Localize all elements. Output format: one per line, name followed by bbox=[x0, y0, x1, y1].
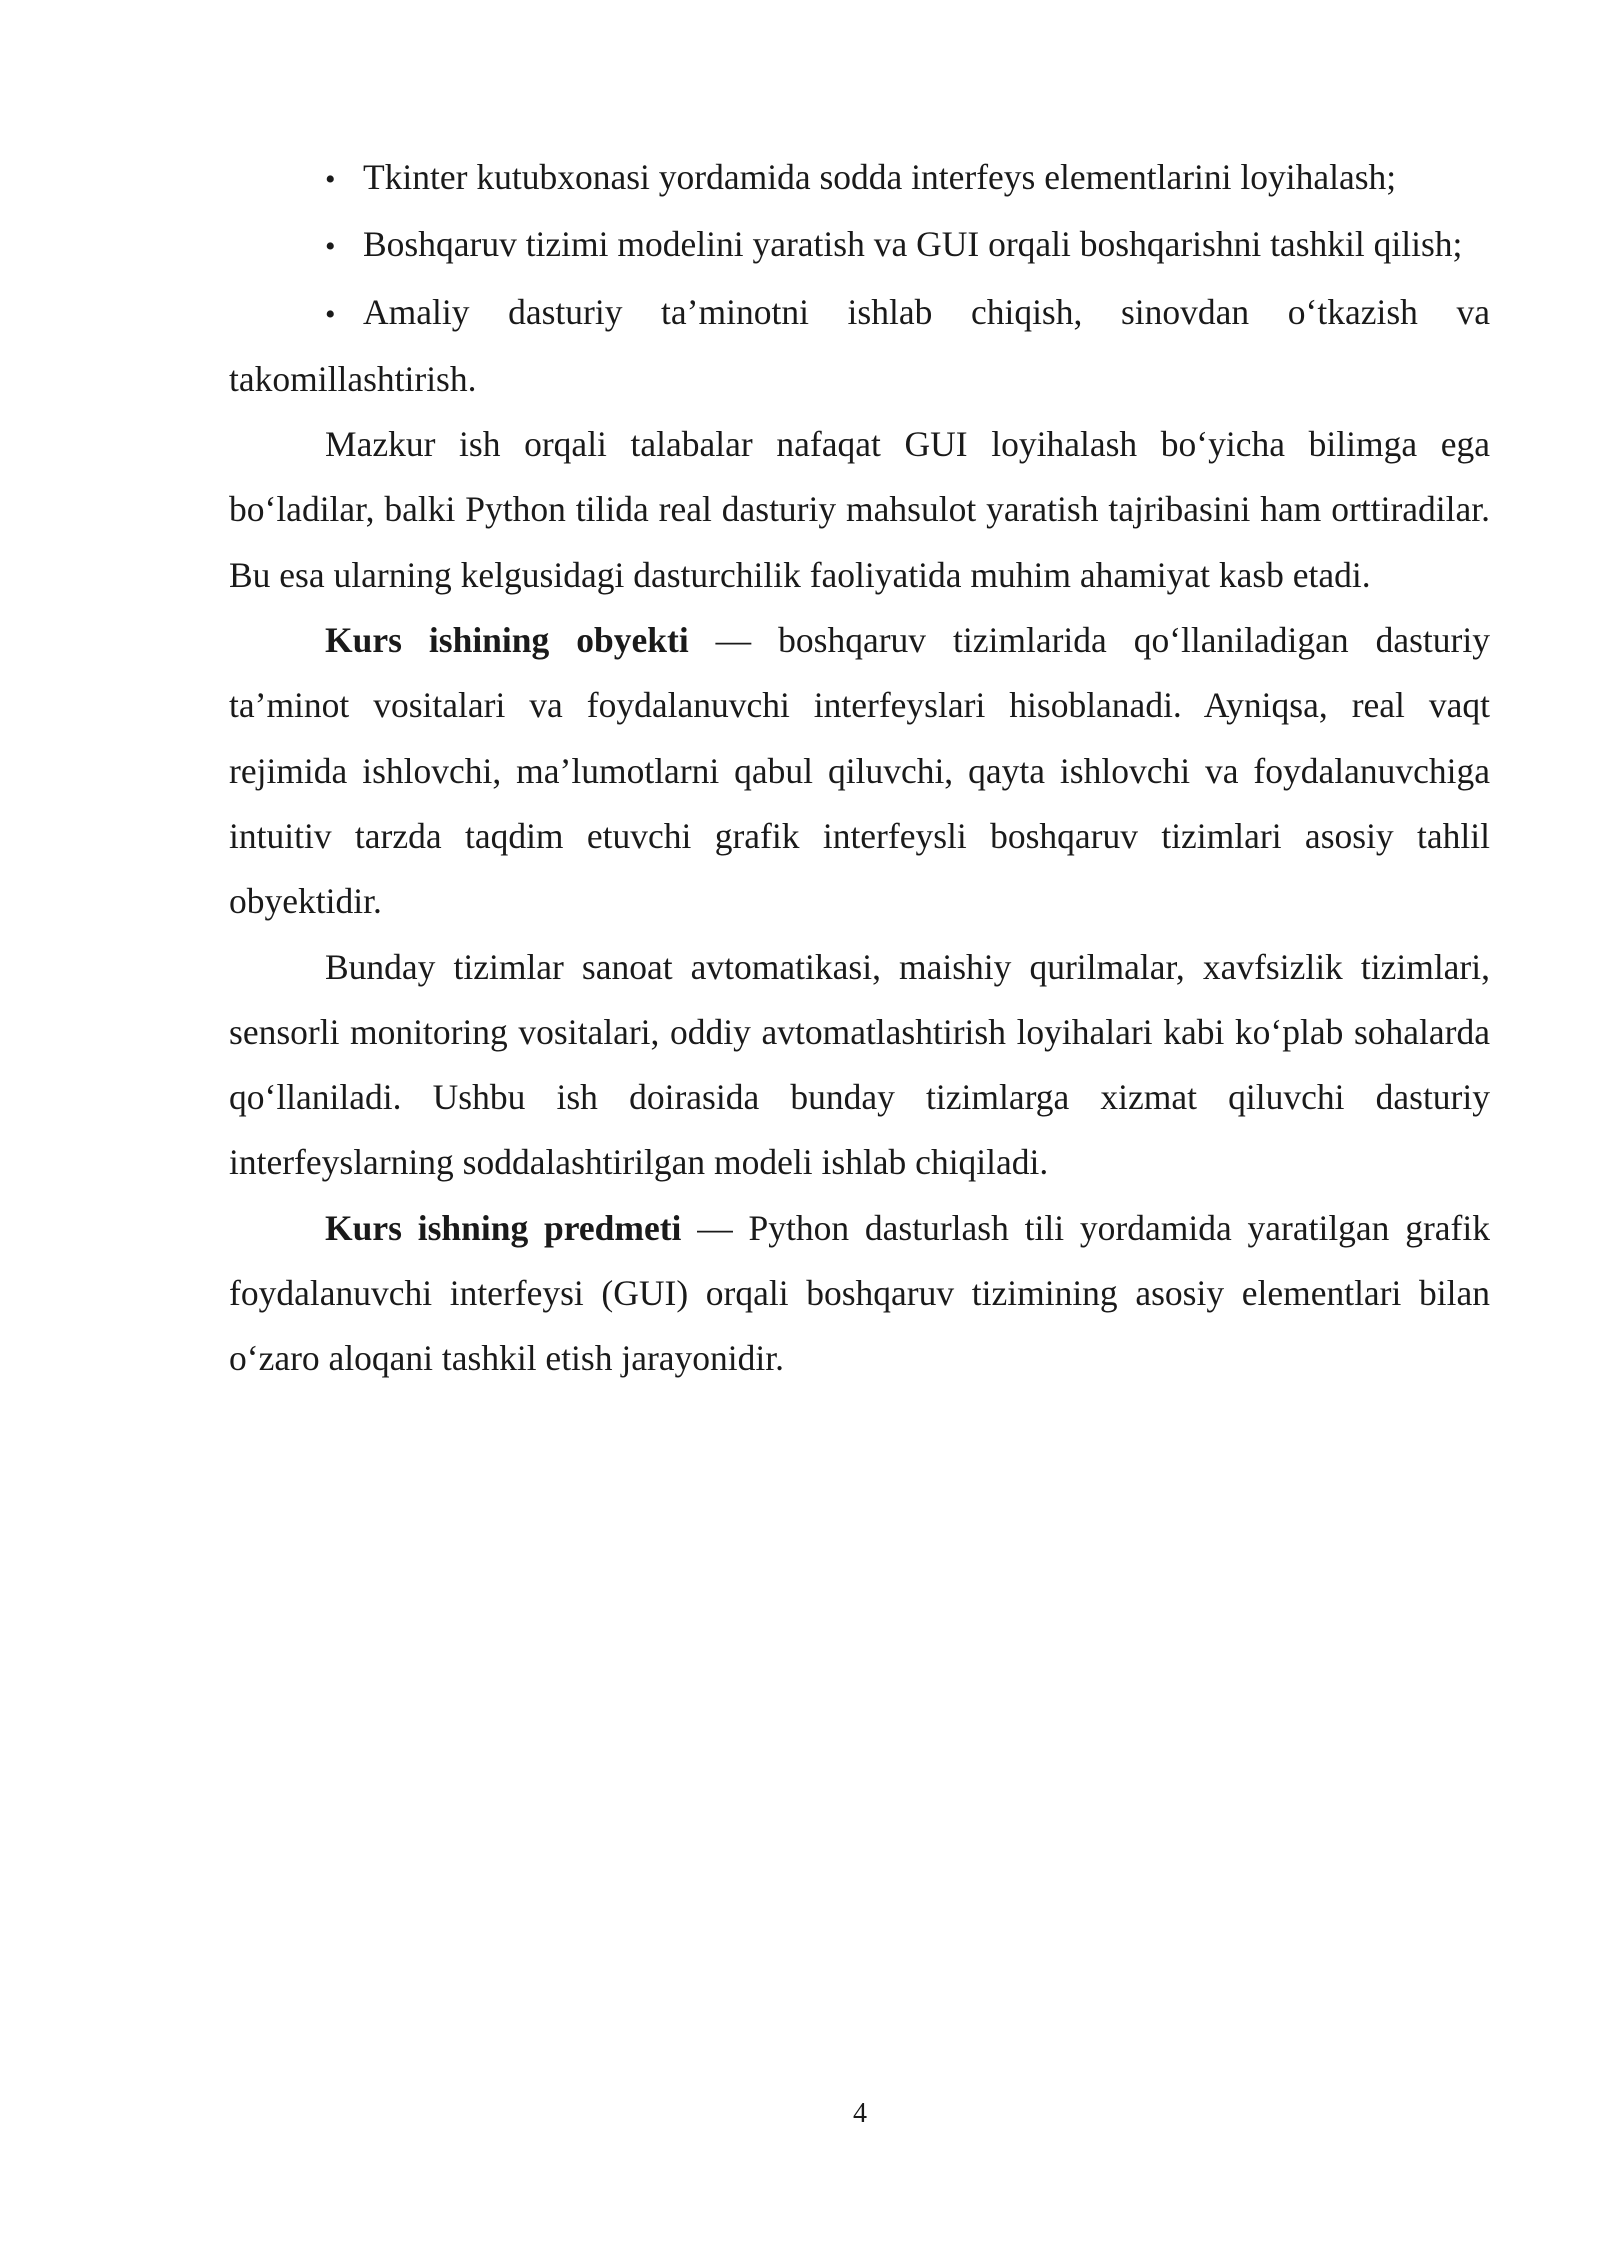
bullet-item bbox=[229, 212, 1490, 279]
document-page bbox=[229, 145, 1490, 1392]
paragraph-object bbox=[229, 608, 1490, 934]
bullet-marker: • bbox=[325, 297, 336, 331]
subject-text: — Python dasturlash tili yordamida yaratilgan grafik foydalanuvchi interfeysi (GUI) orqali boshqaruv tizimining asosiy elementlari bilan o‘zaro aloqani tashkil etish jarayonidir. bbox=[229, 1207, 1490, 1379]
page-number: 4 bbox=[853, 2098, 867, 2129]
paragraph-significance: Mazkur ish orqali talabalar nafaqat GUI loyihalash bo‘yicha bilimga ega bo‘ladilar, balki Python tilida real dasturiy mahsulot yaratish tajribasini ham orttiradilar. Bu esa ularning kelgusidagi dasturchilik faoliyatida muhim ahamiyat kasb etadi. bbox=[229, 424, 1490, 595]
bullet-item bbox=[229, 145, 1490, 212]
object-text: — boshqaruv tizimlarida qo‘llaniladigan dasturiy ta’minot vositalari va foydalanuvchi interfeyslari hisoblanadi. Ayniqsa, real vaqt rejimida ishlovchi, ma’lumotlarni qabul qiluvchi, qayta ishlovchi va foydalanuvchiga intuitiv tarzda taqdim etuvchi grafik interfeysli boshqaruv tizimlari asosiy tahlil obyektidir. bbox=[229, 620, 1490, 922]
paragraph-applications: Bunday tizimlar sanoat avtomatikasi, maishiy qurilmalar, xavfsizlik tizimlari, sensorli monitoring vositalari, oddiy avtomatlashtirish loyihalari kabi ko‘plab sohalarda qo‘llaniladi. Ushbu ish doirasida bunday tizimlarga xizmat qiluvchi dasturiy interfeyslarning soddalashtirilgan modeli ishlab chiqiladi. bbox=[229, 946, 1490, 1183]
object-heading: Kurs ishining obyekti bbox=[325, 620, 689, 661]
bullet-text: Tkinter kutubxonasi yordamida sodda interfeys elementlarini loyihalash; bbox=[363, 157, 1397, 197]
bullet-text: Boshqaruv tizimi modelini yaratish va GUI orqali boshqarishni tashkil qilish; bbox=[363, 224, 1463, 265]
bullet-text: Amaliy dasturiy ta’minotni ishlab chiqish, sinovdan o‘tkazish va takomillashtirish. bbox=[229, 291, 1490, 399]
paragraph-subject bbox=[229, 1196, 1490, 1392]
bullet-marker: • bbox=[325, 230, 336, 264]
bullet-marker: • bbox=[325, 163, 336, 196]
bullet-item bbox=[229, 280, 1490, 413]
subject-heading: Kurs ishning predmeti bbox=[325, 1207, 682, 1248]
